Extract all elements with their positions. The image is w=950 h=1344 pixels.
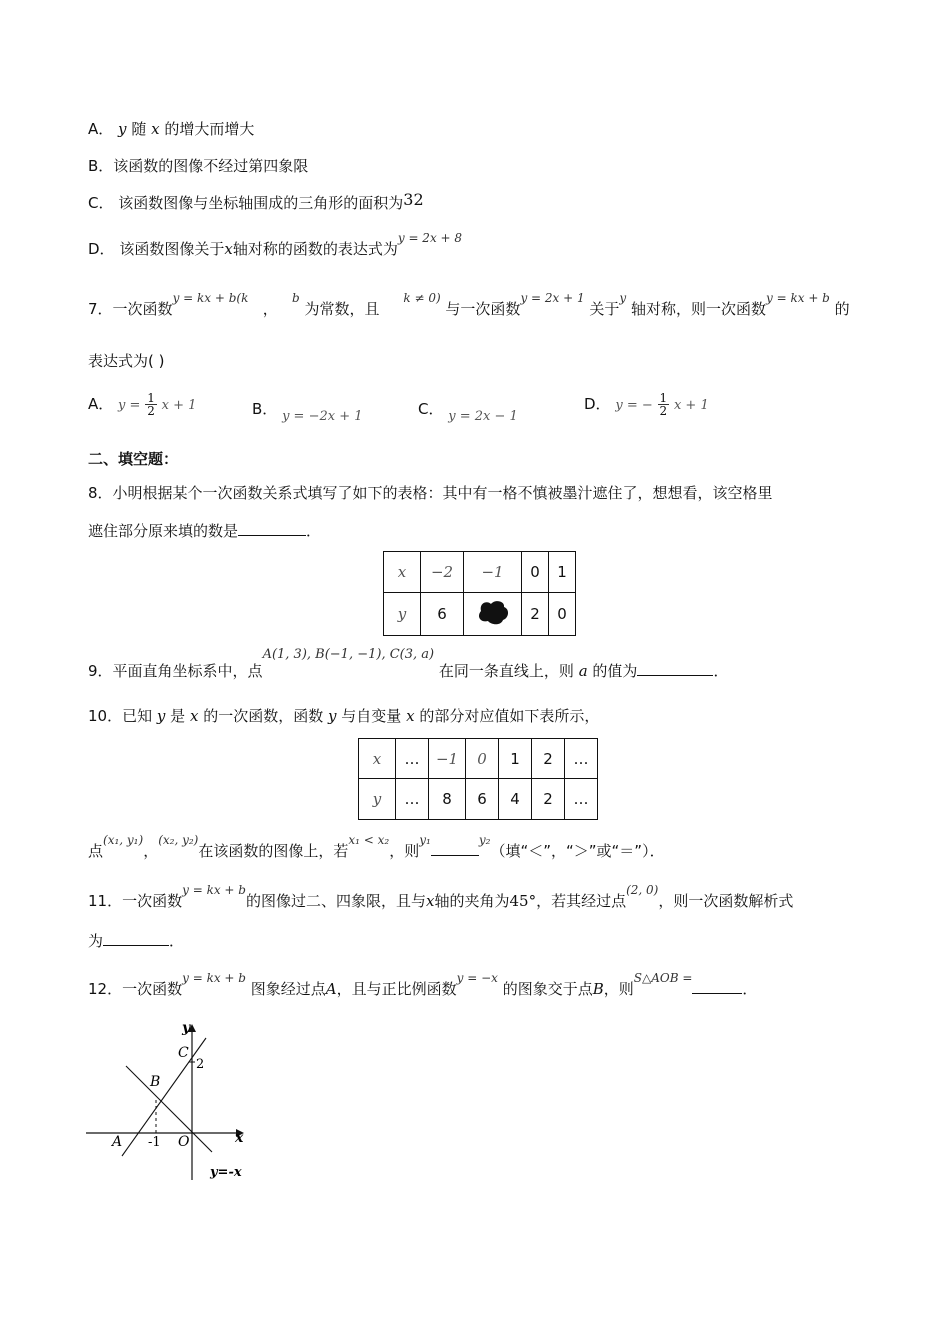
q7-option-c: C． y = 2x − 1 xyxy=(418,400,518,424)
q8-x-label: x xyxy=(384,552,421,593)
x-axis-label: x xyxy=(235,1130,244,1146)
q6-option-b: B．该函数的图像不经过第四象限 xyxy=(88,157,309,175)
q8-table: x −2 −1 0 1 y 6 2 0 xyxy=(383,551,576,636)
section-2-heading: 二、填空题： xyxy=(88,450,179,468)
line-y-neg-x-label: y=-x xyxy=(210,1165,242,1180)
q9-answer-blank[interactable] xyxy=(637,661,713,676)
origin-label: O xyxy=(178,1134,190,1150)
q6-option-c: C． 该函数图像与坐标轴围成的三角形的面积为32 xyxy=(88,190,424,212)
point-c-label: C xyxy=(178,1045,189,1061)
q12-answer-blank[interactable] xyxy=(692,979,742,994)
q10-line2: 点$^{(x_1, y_1)}$，$^{(x_2, y_2)}$在该函数的图像上，若$^{x_1 < x_2}$，则$^{y_1}$ $^{y_2}$（填“＜”，“＞”或“＝”）． xyxy=(88,833,665,860)
q10-line1: 10．已知 y 是 x 的一次函数，函数 y 与自变量 x 的部分对应值如下表所示， xyxy=(88,707,600,725)
point-b-label: B xyxy=(150,1074,161,1090)
y-axis-label: y xyxy=(182,1020,191,1036)
q8-answer-blank[interactable] xyxy=(238,521,306,536)
q10-answer-blank[interactable] xyxy=(431,841,479,856)
q10-table: x … −1 0 1 2 … y … 8 6 4 2 … xyxy=(358,738,598,820)
q11-line2: 为 ． xyxy=(88,932,185,950)
q7-option-b: B． y = −2x + 1 xyxy=(252,400,363,424)
ink-blot-icon xyxy=(473,597,513,627)
q11-line1: 11．一次函数$^{y = kx + b}$的图像过二、四象限，且与x轴的夹角为45°，若其经过点$^{(2, 0)}$，则一次函数解析式 xyxy=(88,883,794,910)
q12-graph-figure xyxy=(84,1018,254,1188)
q7-option-a: A． y = $\frac{1}{2}$ x + 1 xyxy=(88,391,197,418)
tick-2-label: 2 xyxy=(196,1057,205,1072)
tick-neg1-label: -1 xyxy=(148,1135,161,1150)
q11-answer-blank[interactable] xyxy=(103,931,169,946)
ink-blot-cell xyxy=(464,593,522,636)
q6-option-d: D． 该函数图像关于x轴对称的函数的表达式为$^{y = 2x + 8}$ xyxy=(88,231,463,258)
q12-line: 12．一次函数$^{y = kx + b}$ 图象经过点A，且与正比例函数$^{y = -x}$ 的图象交于点B，则$^{S\triangle AOB =}$． xyxy=(88,971,758,998)
q9-line: 9．平面直角坐标系中，点A(1, 3), B(−1, −1), C(3, a) 在同一条直线上，则 a 的值为 ． xyxy=(88,647,729,680)
line-y-neg-x xyxy=(126,1066,212,1152)
q7-option-d: D． y = − $\frac{1}{2}$ x + 1 xyxy=(584,391,709,418)
q8-y-label: y xyxy=(384,593,421,636)
q8-line2: 遮住部分原来填的数是 ． xyxy=(88,522,322,540)
point-a-label: A xyxy=(112,1134,123,1150)
q7-line1: 7．一次函数$^{y = kx + b(k}$ ， $^b$ 为常数，且 $^{k \ne 0)}$ 与一次函数$^{y = 2x + 1}$ 关于$^y$ 轴对称，则一次函数$^{y = kx + b}$ 的 xyxy=(88,291,850,318)
q7-line2: 表达式为( ) xyxy=(88,352,165,370)
q6-option-a: A． y 随 x 的增大而增大 xyxy=(88,120,255,138)
line-ab xyxy=(122,1038,206,1156)
q8-line1: 8．小明根据某个一次函数关系式填写了如下的表格：其中有一格不慎被墨汁遮住了，想想看，该空格里 xyxy=(88,484,773,502)
